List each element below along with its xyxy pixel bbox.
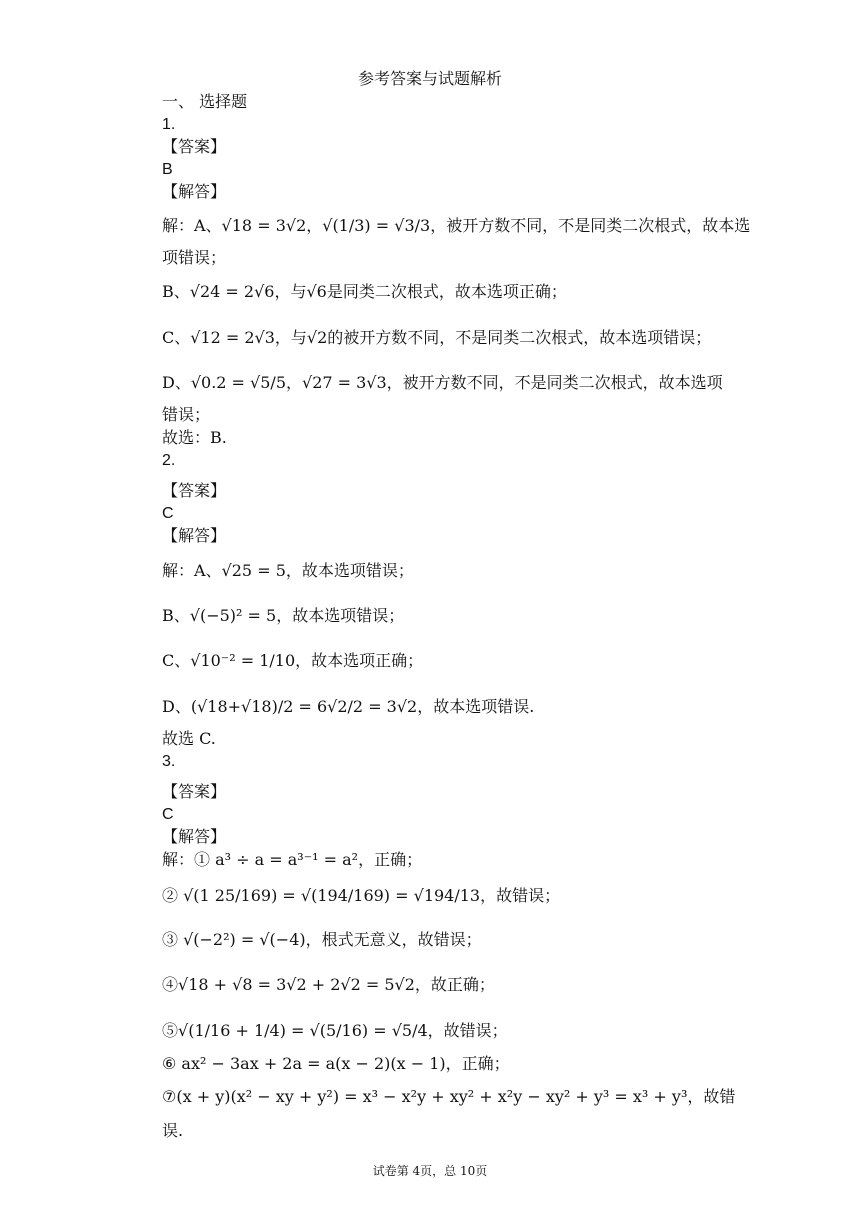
- q1-number: 1.: [162, 116, 176, 133]
- q1-line-c: C、√12 = 2√3，与√2的被开方数不同，不是同类二次根式，故本选项错误；: [162, 328, 712, 347]
- q3-answer-label: 【答案】: [162, 782, 227, 801]
- q2-answer: C: [162, 505, 174, 522]
- q2-line-b: B、√(−5)² = 5，故本选项错误；: [162, 606, 405, 625]
- q3-line-1: 解：① a³ ÷ a = a³⁻¹ = a²，正确；: [162, 850, 423, 869]
- page-title: 参考答案与试题解析: [357, 69, 502, 88]
- q3-line-3: ③ √(−2²) = √(−4)，根式无意义，故错误；: [162, 930, 482, 949]
- q1-answer-label: 【答案】: [162, 137, 227, 156]
- q3-line-7a: ⑦(x + y)(x² − xy + y²) = x³ − x²y + xy² + x²y − xy² + y³ = x³ + y³，故错: [162, 1087, 736, 1106]
- q2-number: 2.: [162, 452, 176, 469]
- q1-line-d1: D、√0.2 = √5/5，√27 = 3√3，被开方数不同，不是同类二次根式，故本选项: [162, 373, 723, 392]
- q2-solution-label: 【解答】: [162, 526, 227, 545]
- q3-line-4: ④√18 + √8 = 3√2 + 2√2 = 5√2，故正确；: [162, 975, 495, 994]
- q2-line-c: C、√10⁻² = 1/10，故本选项正确；: [162, 651, 424, 670]
- q1-answer: B: [162, 161, 173, 178]
- section-heading: 一、 选择题: [162, 92, 248, 111]
- q2-line-a: 解：A、√25 = 5，故本选项错误；: [162, 561, 414, 580]
- q1-solution-label: 【解答】: [162, 182, 227, 201]
- q3-solution-label: 【解答】: [162, 827, 227, 846]
- q3-line-6: ⑥ ax² − 3ax + 2a = a(x − 2)(x − 1)，正确；: [162, 1054, 510, 1073]
- q3-answer: C: [162, 806, 174, 823]
- q2-conclusion: 故选 C.: [162, 729, 216, 748]
- page-footer: 试卷第 4页，总 10页: [372, 1164, 488, 1178]
- q1-line-d2: 错误；: [162, 405, 211, 424]
- q3-line-2: ② √(1 25/169) = √(194/169) = √194/13，故错误；: [162, 886, 561, 905]
- q1-line-a2: 项错误；: [162, 248, 227, 267]
- q1-line-b: B、√24 = 2√6，与√6是同类二次根式，故本选项正确；: [162, 282, 567, 301]
- q2-answer-label: 【答案】: [162, 481, 227, 500]
- q3-line-7b: 误.: [162, 1121, 184, 1140]
- q3-number: 3.: [162, 753, 176, 770]
- q1-line-a1: 解：A、√18 = 3√2，√(1/3) = √3/3，被开方数不同，不是同类二次根式，故本选: [162, 216, 751, 235]
- q2-line-d: D、(√18+√18)/2 = 6√2/2 = 3√2，故本选项错误.: [162, 697, 535, 716]
- q1-conclusion: 故选：B.: [162, 428, 227, 447]
- q3-line-5: ⑤√(1/16 + 1/4) = √(5/16) = √5/4，故错误；: [162, 1021, 508, 1040]
